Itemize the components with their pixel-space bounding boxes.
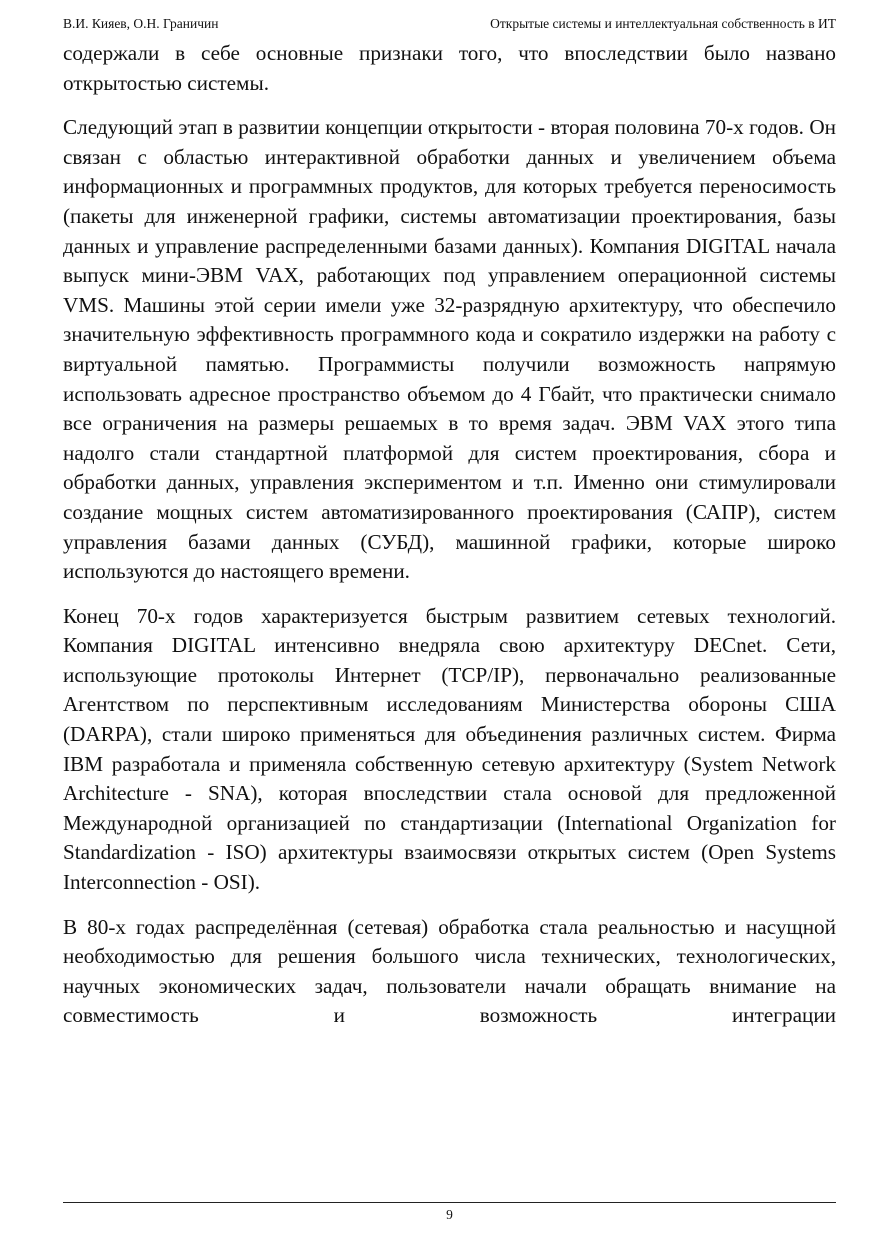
body-text (63, 39, 836, 1031)
header-authors: В.И. Кияев, О.Н. Граничин (63, 16, 219, 31)
paragraph: Следующий этап в развитии концепции открытости - вторая половина 70-х годов. Он связан с областью интерактивной обработки данных и увеличением объема информационных и программных продуктов, для которых требуется переносимость (пакеты для инженерной графики, системы автоматизации проектирования, базы данных и управление распределенными базами данных). Компания DIGITAL начала выпуск мини-ЭВМ VAX, работающих под управлением операционной системы VMS. Машины этой серии имели уже 32-разрядную архитектуру, что обеспечило значительную эффективность программного кода и сократило издержки на работу с виртуальной памятью. Программисты получили возможность напрямую использовать адресное пространство объемом до 4 Гбайт, что практически снимало все ограничения на размеры решаемых в то время задач. ЭВМ VAX этого типа надолго стали стандартной платформой для систем проектирования, сбора и обработки данных, управления экспериментом и т.п. Именно они стимулировали создание мощных систем автоматизированного проектирования (САПР), систем управления базами данных (СУБД), машинной графики, которые широко используются до настоящего времени. (63, 115, 836, 584)
paragraph: содержали в себе основные признаки того, что впоследствии было названо открытостью системы. (63, 41, 836, 95)
footer-divider (63, 1202, 836, 1203)
page-number: 9 (446, 1207, 453, 1222)
header-title: Открытые системы и интеллектуальная собственность в ИТ (490, 16, 836, 31)
paragraph: Конец 70-х годов характеризуется быстрым развитием сетевых технологий. Компания DIGITAL интенсивно внедряла свою архитектуру DECnet. Сети, использующие протоколы Интернет (TCP/IP), первоначально реализованные Агентством по перспективным исследованиям Министерства обороны США (DARPA), стали широко применяться для объединения различных систем. Фирма IBM разработала и применяла собственную сетевую архитектуру (System Network Architecture - SNA), которая впоследствии стала основой для предложенной Международной организацией по стандартизации (International Organization for Standardization - ISO) архитектуры взаимосвязи открытых систем (Open Systems Interconnection - OSI). (63, 603, 836, 895)
paragraph: В 80-х годах распределённая (сетевая) обработка стала реальностью и насущной необходимостью для решения большого числа технических, технологических, научных экономических задач, пользователи начали обращать внимание на совместимость и возможность интеграции (63, 914, 836, 1028)
page-header (63, 14, 836, 34)
